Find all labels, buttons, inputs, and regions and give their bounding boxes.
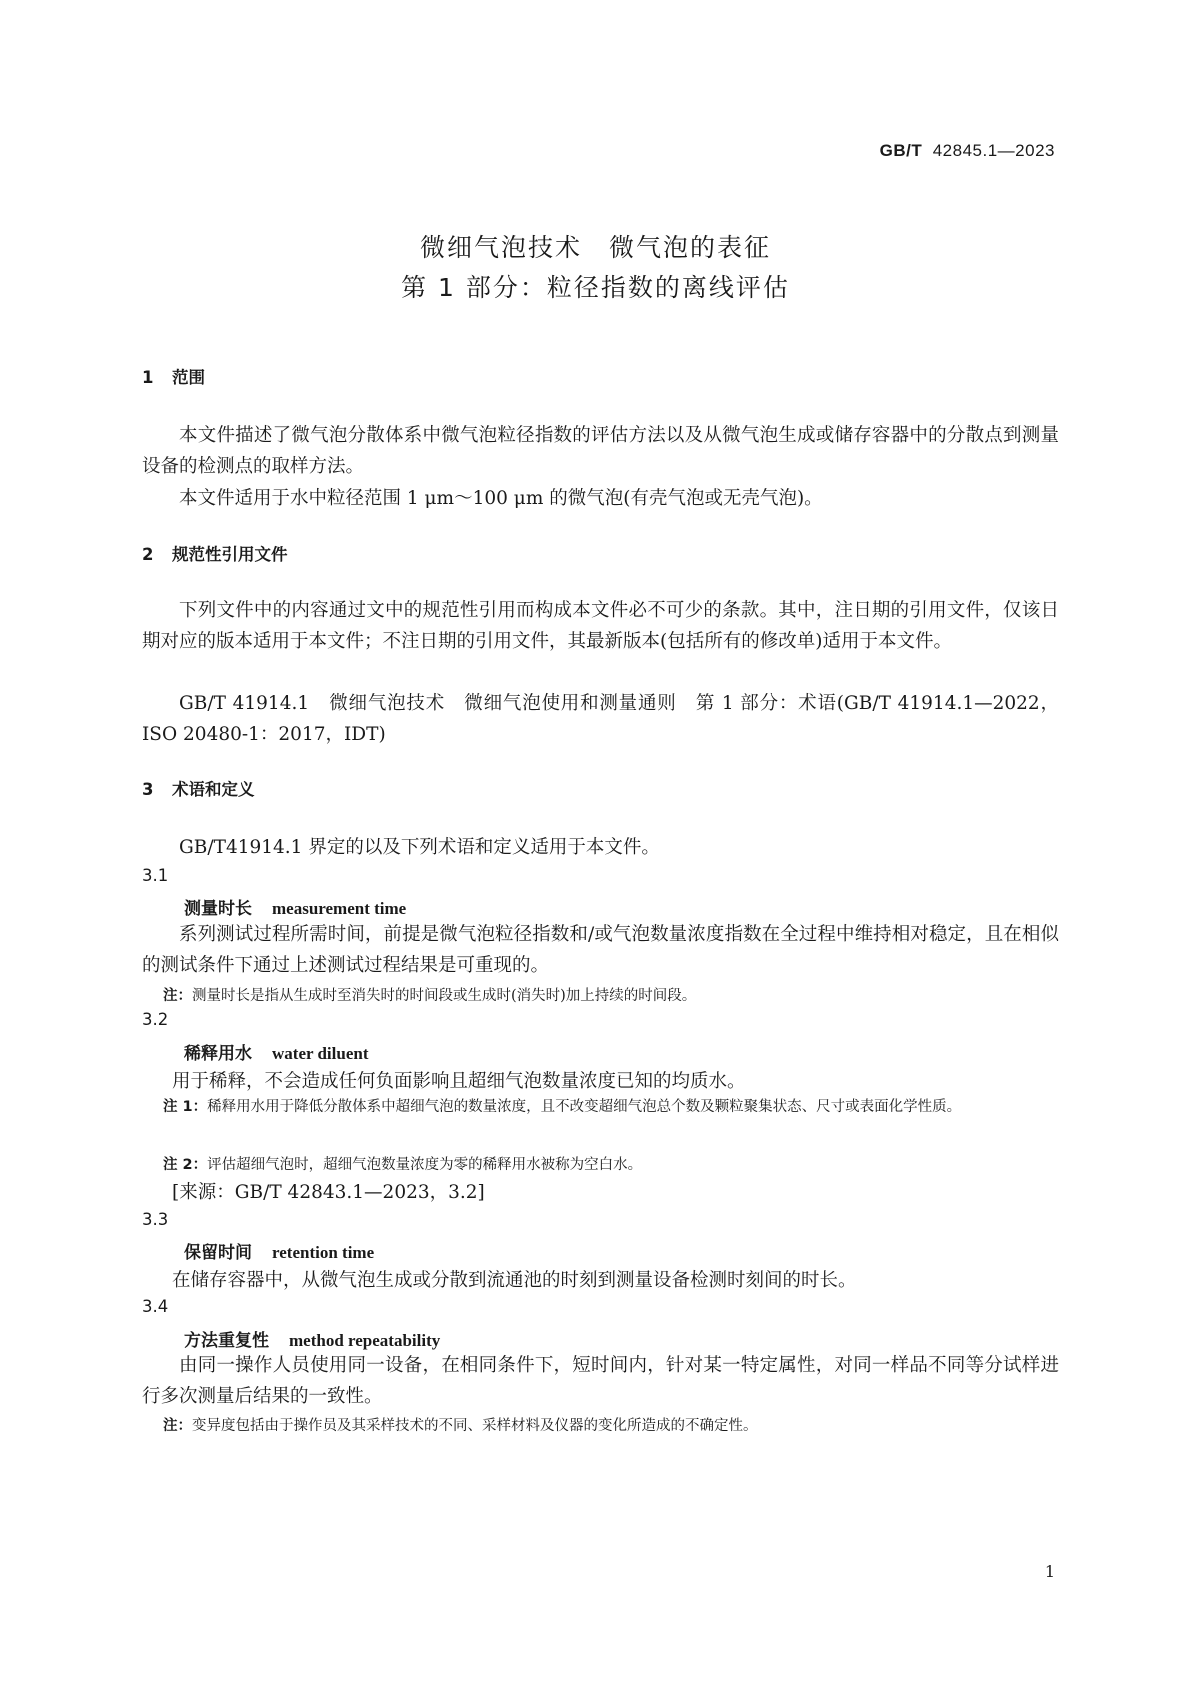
standard-code: 42845.1—2023	[932, 141, 1055, 160]
term-number: 3.1	[142, 866, 169, 885]
term-number: 3.4	[142, 1297, 169, 1316]
document-title-line2: 第 1 部分：粒径指数的离线评估	[401, 273, 790, 302]
references-paragraph-1: 下列文件中的内容通过文中的规范性引用而构成本文件必不可少的条款。其中，注日期的引用文件，仅该日期对应的版本适用于本文件；不注日期的引用文件，其最新版本(包括所有的修改单)适用于本文件。	[142, 600, 1059, 652]
term-note-2: 注 2：评估超细气泡时，超细气泡数量浓度为零的稀释用水被称为空白水。	[163, 1157, 643, 1173]
standard-prefix: GB/T	[879, 141, 923, 160]
term-title: 稀释用水 water diluent	[184, 1044, 369, 1064]
term-definition: 系列测试过程所需时间，前提是微气泡粒径指数和/或气泡数量浓度指数在全过程中维持相对稳定，且在相似的测试条件下通过上述测试过程结果是可重现的。	[142, 924, 1059, 976]
term-definition: 由同一操作人员使用同一设备，在相同条件下，短时间内，针对某一特定属性，对同一样品不同等分试样进行多次测量后结果的一致性。	[142, 1355, 1059, 1407]
term-title: 保留时间 retention time	[184, 1243, 375, 1263]
terms-intro: GB/T41914.1 界定的以及下列术语和定义适用于本文件。	[179, 837, 660, 858]
page-number: 1	[1044, 1562, 1055, 1581]
term-title: 方法重复性 method repeatability	[184, 1331, 441, 1351]
document-title-line1: 微细气泡技术 微气泡的表征	[419, 233, 771, 262]
section-heading-normative-references: 2 规范性引用文件	[142, 545, 288, 564]
term-note-1: 注 1： 稀释用水用于降低分散体系中超细气泡的数量浓度，且不改变超细气泡总个数及颗粒聚集状态、尺寸或表面化学性质。	[163, 1099, 962, 1115]
standard-number	[880, 141, 1055, 161]
references-paragraph-2: GB/T 41914.1 微细气泡技术 微细气泡使用和测量通则 第 1 部分：术语(GB/T 41914.1—2022，ISO 20480-1：2017，IDT)	[142, 693, 1059, 745]
term-note: 注：测量时长是指从生成时至消失时的时间段或生成时(消失时)加上持续的时间段。	[163, 988, 697, 1004]
scope-paragraph-2: 本文件适用于水中粒径范围 1 μm～100 μm 的微气泡(有壳气泡或无壳气泡)。	[179, 488, 823, 509]
term-source: [来源：GB/T 42843.1—2023，3.2]	[172, 1182, 485, 1203]
scope-paragraph-1: 本文件描述了微气泡分散体系中微气泡粒径指数的评估方法以及从微气泡生成或储存容器中的分散点到测量设备的检测点的取样方法。	[142, 425, 1059, 477]
section-heading-terms: 3 术语和定义	[142, 780, 255, 799]
term-title: 测量时长 measurement time	[184, 899, 407, 919]
term-number: 3.2	[142, 1010, 169, 1029]
term-number: 3.3	[142, 1210, 169, 1229]
section-heading-scope: 1 范围	[142, 368, 205, 387]
term-definition: 用于稀释，不会造成任何负面影响且超细气泡数量浓度已知的均质水。	[172, 1071, 746, 1092]
term-note: 注：变异度包括由于操作员及其采样技术的不同、采样材料及仪器的变化所造成的不确定性。	[163, 1418, 758, 1434]
term-definition: 在储存容器中，从微气泡生成或分散到流通池的时刻到测量设备检测时刻间的时长。	[172, 1270, 857, 1291]
